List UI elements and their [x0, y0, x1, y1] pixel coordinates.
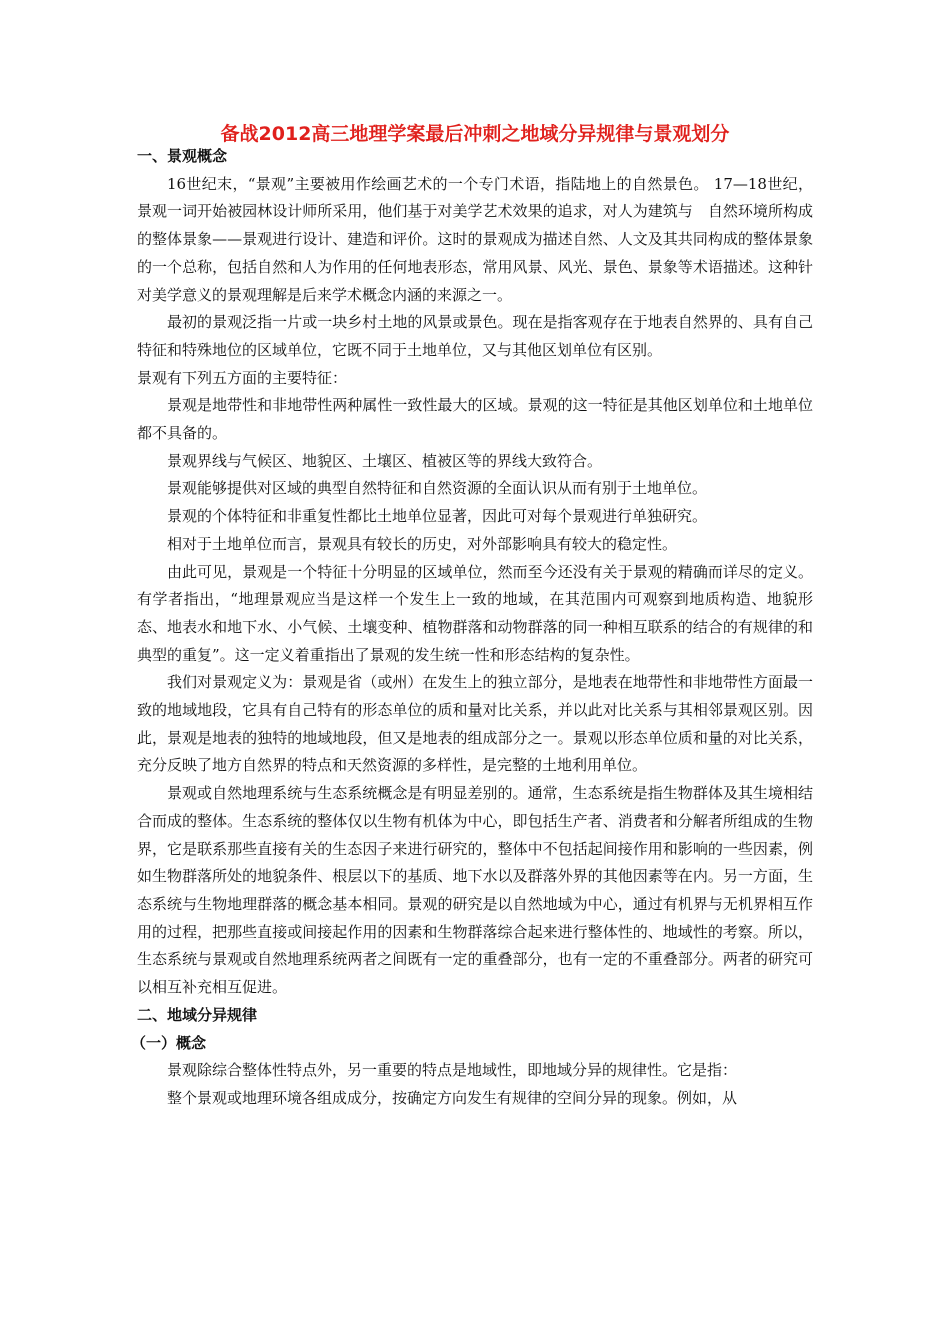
paragraph: 16世纪末，“景观”主要被用作绘画艺术的一个专门术语，指陆地上的自然景色。 17—18世纪，景观一词开始被园林设计师所采用，他们基于对美学艺术效果的追求，对人为建筑与 自然环境所构成的整体景象——景观进行设计、建造和评价。这时的景观成为描述自然、人文及其共同构成的整体景象的一个总称，包括自然和人为作用的任何地表形态，常用风景、风光、景色、景象等术语描述。这种针对美学意义的景观理解是后来学术概念内涵的来源之一。 [137, 174, 813, 304]
paragraph: 景观或自然地理系统与生态系统概念是有明显差别的。通常，生态系统是指生物群体及其生境相结合而成的整体。生态系统的整体仅以生物有机体为中心，即包括生产者、消费者和分解者所组成的生物界，它是联系那些直接有关的生态因子来进行研究的，整体中不包括起间接作用和影响的一些因素，例如生物群落所处的地貌条件、根层以下的基质、地下水以及群落外界的其他因素等在内。另一方面，生态系统与生物地理群落的概念基本相同。景观的研究是以自然地域为中心，通过有机界与无机界相互作用的过程，把那些直接或间接起作用的因素和生物群落综合起来进行整体性的、地域性的考察。所以，生态系统与景观或自然地理系统两者之间既有一定的重叠部分，也有一定的不重叠部分。两者的研究可以相互补充相互促进。 [137, 784, 813, 997]
section-heading-regional-differentiation: 二、地域分异规律 [137, 1005, 258, 1024]
paragraph: 景观是地带性和非地带性两种属性一致性最大的区域。景观的这一特征是其他区划单位和土地单位都不具备的。 [137, 396, 813, 443]
document-title: 备战2012高三地理学案最后冲刺之地域分异规律与景观划分 [220, 123, 730, 145]
paragraph: 最初的景观泛指一片或一块乡村土地的风景或景色。现在是指客观存在于地表自然界的、具有自己特征和特殊地位的区域单位，它既不同于土地单位，又与其他区划单位有区别。 [137, 313, 813, 359]
paragraph: 景观的个体特征和非重复性都比土地单位显著，因此可对每个景观进行单独研究。 [167, 507, 708, 526]
paragraph: 景观界线与气候区、地貌区、土壤区、植被区等的界线大致符合。 [167, 451, 603, 470]
paragraph: 景观除综合整体性特点外，另一重要的特点是地域性，即地域分异的规律性。它是指： [167, 1061, 738, 1080]
paragraph: 由此可见，景观是一个特征十分明显的区域单位，然而至今还没有关于景观的精确而详尽的定义。有学者指出，“地理景观应当是这样一个发生上一致的地域，在其范围内可观察到地质构造、地貌形态、地表水和地下水、小气候、土壤变种、植物群落和动物群落的同一种相互联系的结合的有规律的和典型的重复”。这一定义着重指出了景观的发生统一性和形态结构的复杂性。 [137, 562, 813, 664]
section-heading-landscape-concept: 一、景观概念 [137, 147, 228, 165]
paragraph: 相对于土地单位而言，景观具有较长的历史，对外部影响具有较大的稳定性。 [167, 534, 678, 553]
document-body [131, 143, 813, 1113]
paragraph: 景观能够提供对区域的典型自然特征和自然资源的全面认识从而有别于土地单位。 [167, 479, 708, 498]
paragraph: 整个景观或地理环境各组成成分，按确定方向发生有规律的空间分异的现象。例如，从 [167, 1088, 738, 1107]
paragraph: 景观有下列五方面的主要特征： [137, 368, 348, 387]
subsection-heading-concept: （一）概念 [131, 1033, 207, 1052]
paragraph: 我们对景观定义为：景观是省（或州）在发生上的独立部分，是地表在地带性和非地带性方面最一致的地域地段，它具有自己特有的形态单位的质和量对比关系，并以此对比关系与其相邻景观区别。因此，景观是地表的独特的地域地段，但又是地表的组成部分之一。景观以形态单位质和量的对比关系，充分反映了地方自然界的特点和天然资源的多样性，是完整的土地利用单位。 [137, 673, 813, 775]
